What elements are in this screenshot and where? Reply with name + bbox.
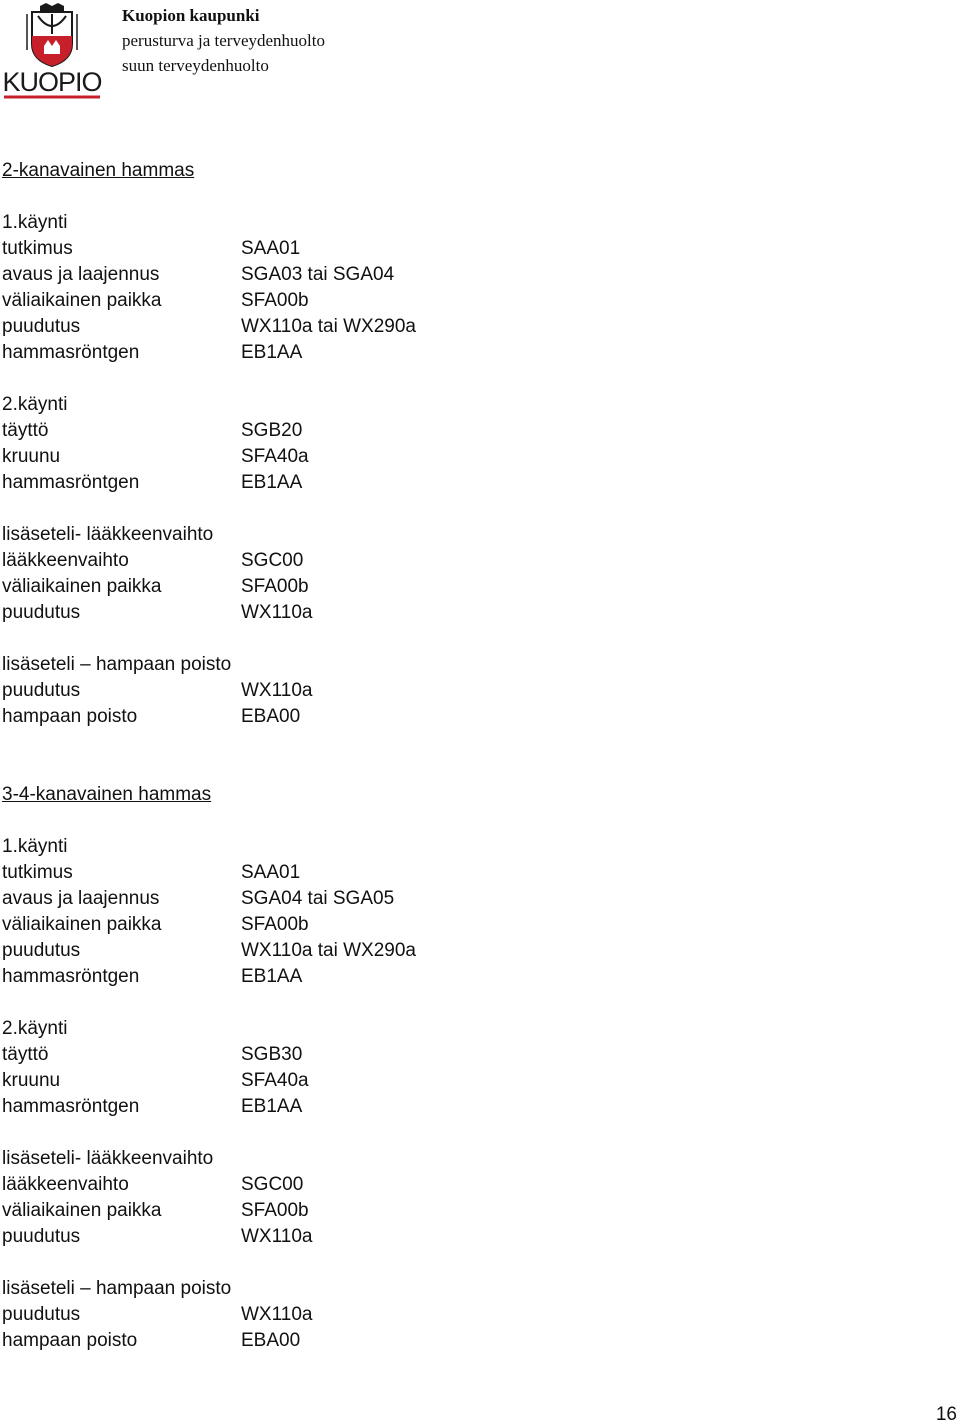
visit-group [2,1276,902,1354]
procedure-label: avaus ja laajennus [2,888,160,909]
procedure-label: hampaan poisto [2,706,138,727]
voucher-label: lisäseteli – hampaan poisto [2,654,232,675]
procedure-row [2,1328,902,1354]
procedure-code: SGB20 [241,420,303,441]
procedure-code: EBA00 [241,706,301,727]
visit-group [2,834,902,990]
logo-wordmark: KUOPIO [2,67,102,97]
procedure-code: SFA40a [241,1070,309,1091]
visit-label: 2.käynti [2,1018,68,1039]
org-unit: suun terveydenhuolto [122,56,269,75]
procedure-row [2,886,902,912]
procedure-code: WX110a [241,680,313,701]
procedure-row [2,340,902,366]
procedure-label: väliaikainen paikka [2,914,162,935]
procedure-label: täyttö [2,1044,49,1065]
procedure-row [2,1224,902,1250]
page-number: 16 [935,1404,957,1425]
visit-group [2,1016,902,1120]
procedure-code: EB1AA [241,1096,303,1117]
procedure-code: EB1AA [241,966,303,987]
procedure-code: SAA01 [241,238,301,259]
procedure-code: WX110a [241,1226,313,1247]
procedure-label: puudutus [2,680,81,701]
procedure-label: lääkkeenvaihto [2,550,129,571]
section-title: 3-4-kanavainen hammas [2,784,212,805]
procedure-code: SFA00b [241,914,309,935]
procedure-row [2,938,902,964]
procedure-row [2,1094,902,1120]
procedure-row [2,288,902,314]
procedure-label: kruunu [2,446,61,467]
visit-label: 2.käynti [2,394,68,415]
procedure-code: EB1AA [241,472,303,493]
procedure-code: EB1AA [241,342,303,363]
procedure-label: puudutus [2,940,81,961]
procedure-row [2,704,902,730]
procedure-label: väliaikainen paikka [2,290,162,311]
procedure-row [2,444,902,470]
visit-label: 1.käynti [2,212,68,233]
visit-label: 1.käynti [2,836,68,857]
procedure-label: puudutus [2,316,81,337]
visit-group [2,210,902,366]
voucher-label: lisäseteli- lääkkeenvaihto [2,1148,214,1169]
procedure-label: puudutus [2,602,81,623]
visit-group [2,392,902,496]
procedure-label: hampaan poisto [2,1330,138,1351]
procedure-code: SGC00 [241,550,304,571]
procedure-row [2,236,902,262]
kuopio-logo [2,2,102,100]
document-body [2,158,902,1354]
procedure-code: SGA04 tai SGA05 [241,888,395,909]
organization-block [122,3,325,78]
procedure-code: SAA01 [241,862,301,883]
procedure-code: SFA00b [241,576,309,597]
procedure-row [2,1042,902,1068]
section [2,782,902,1354]
procedure-label: lääkkeenvaihto [2,1174,129,1195]
org-name: Kuopion kaupunki [122,6,260,25]
procedure-code: WX110a [241,1304,313,1325]
procedure-row [2,964,902,990]
section-title: 2-kanavainen hammas [2,160,195,181]
procedure-row [2,470,902,496]
visit-group [2,522,902,626]
org-department: perusturva ja terveydenhuolto [122,31,325,50]
procedure-code: WX110a [241,602,313,623]
procedure-label: kruunu [2,1070,61,1091]
procedure-code: WX110a tai WX290a [241,316,416,337]
procedure-label: tutkimus [2,862,73,883]
procedure-row [2,912,902,938]
procedure-code: WX110a tai WX290a [241,940,416,961]
procedure-label: tutkimus [2,238,73,259]
procedure-code: SFA00b [241,290,309,311]
procedure-code: SGC00 [241,1174,304,1195]
procedure-code: EBA00 [241,1330,301,1351]
procedure-row [2,418,902,444]
procedure-label: väliaikainen paikka [2,576,162,597]
procedure-row [2,262,902,288]
procedure-label: avaus ja laajennus [2,264,160,285]
page-header [0,0,960,110]
procedure-label: hammasröntgen [2,1096,140,1117]
procedure-label: väliaikainen paikka [2,1200,162,1221]
procedure-code: SFA00b [241,1200,309,1221]
voucher-label: lisäseteli – hampaan poisto [2,1278,232,1299]
procedure-label: puudutus [2,1304,81,1325]
procedure-label: puudutus [2,1226,81,1247]
procedure-label: hammasröntgen [2,472,140,493]
procedure-label: hammasröntgen [2,342,140,363]
procedure-label: täyttö [2,420,49,441]
procedure-row [2,574,902,600]
procedure-row [2,1198,902,1224]
procedure-code: SGB30 [241,1044,303,1065]
procedure-row [2,1172,902,1198]
procedure-row [2,1068,902,1094]
procedure-code: SGA03 tai SGA04 [241,264,395,285]
procedure-row [2,678,902,704]
procedure-row [2,1302,902,1328]
section [2,158,902,730]
procedure-row [2,314,902,340]
procedure-code: SFA40a [241,446,309,467]
procedure-row [2,600,902,626]
visit-group [2,1146,902,1250]
procedure-row [2,548,902,574]
voucher-label: lisäseteli- lääkkeenvaihto [2,524,214,545]
procedure-row [2,860,902,886]
visit-group [2,652,902,730]
procedure-label: hammasröntgen [2,966,140,987]
